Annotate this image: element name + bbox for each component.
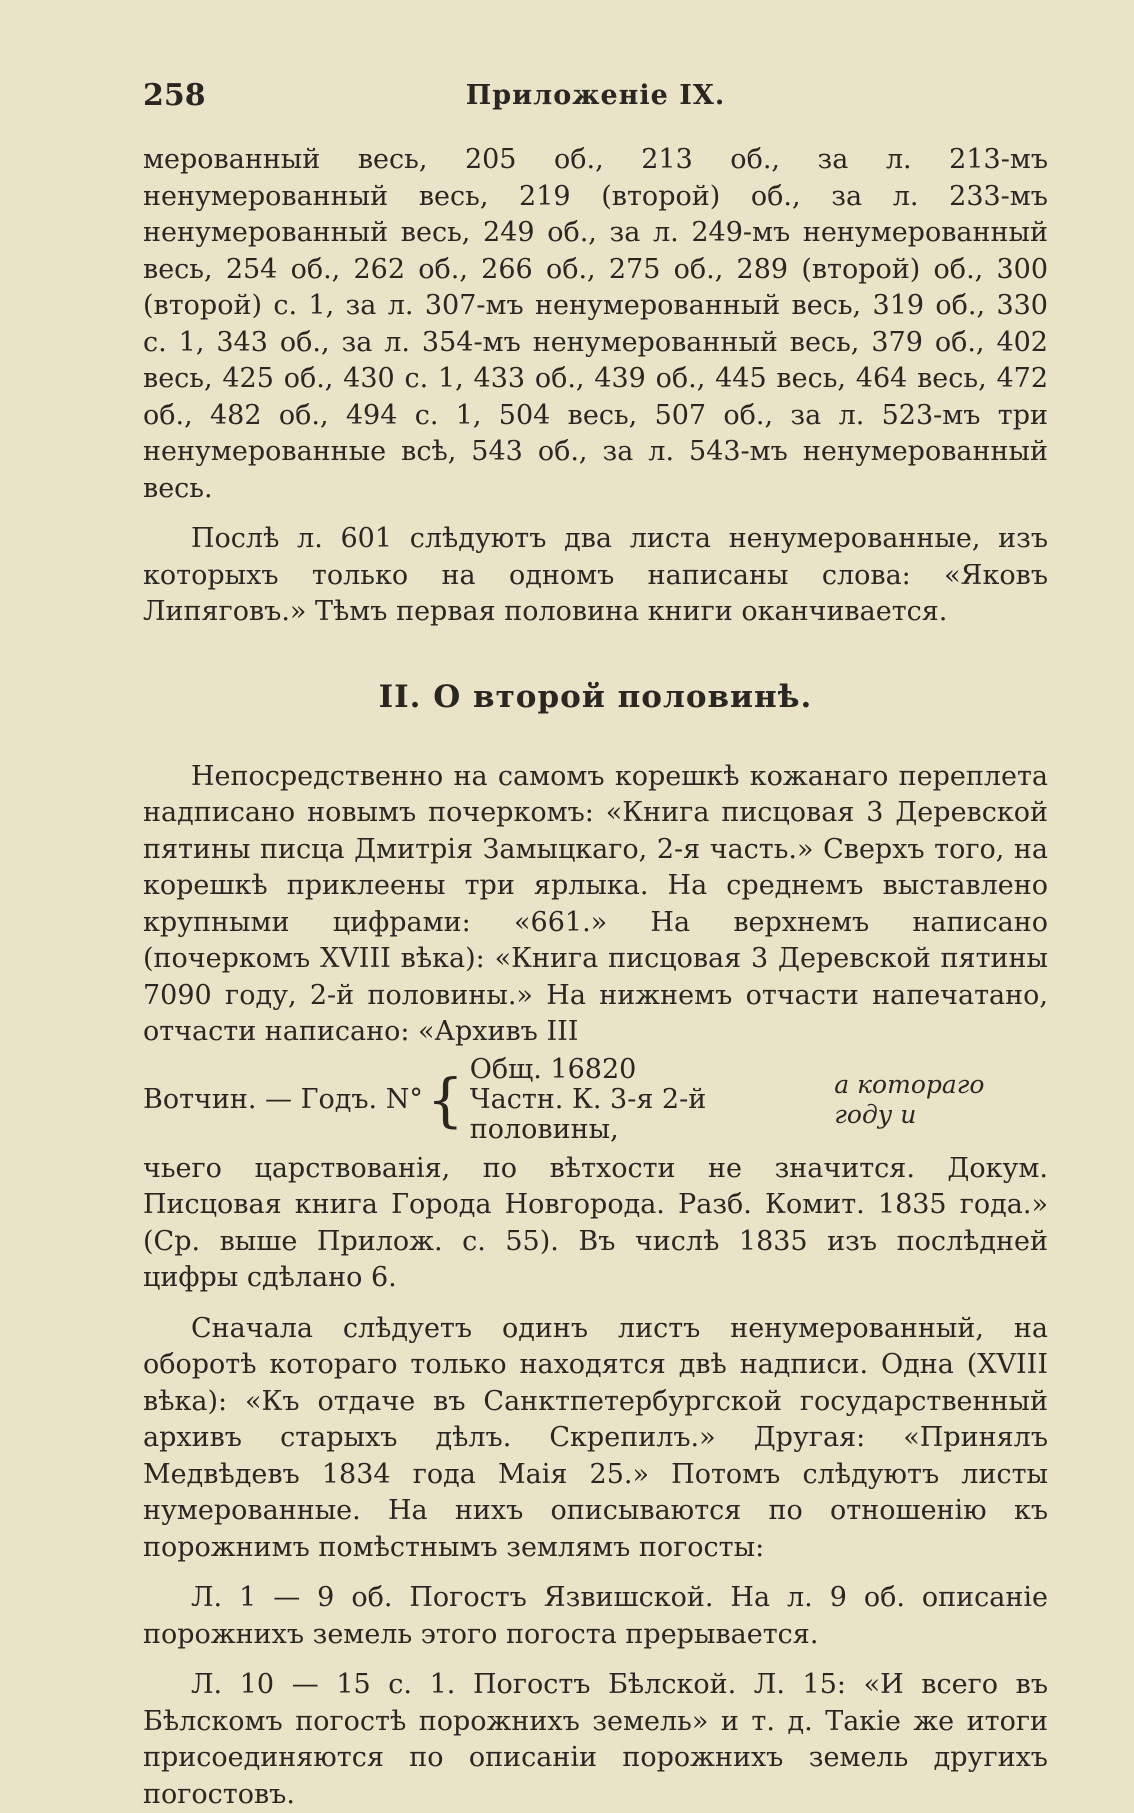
paragraph-leaf-1-9: Л. 1 — 9 об. Погостъ Язвишской. На л. 9 об. описаніе порожнихъ земель этого погоста прерывается. [143,1582,1048,1650]
running-title: Приложеніе IX. [465,80,726,111]
paragraph-gap [143,1653,1048,1667]
page-body [143,142,1048,1813]
paragraph-gap [143,1566,1048,1580]
label-left-text: Вотчин. — Годъ. N° [143,1083,423,1115]
paragraph-spine-description: Непосредственно на самомъ корешкѣ кожанаго переплета надписано новымъ почеркомъ: «Книга писцовая 3 Деревской пятины писца Дмитрія Замыцкаго, 2-я часть.» Сверхъ того, на корешкѣ приклеены три ярлыка. На среднемъ выставлено крупными цифрами: «661.» На верхнемъ написано (почеркомъ XVIII вѣка): «Книга писцовая 3 Деревской пятины 7090 году, 2-й половины.» На нижнемъ отчасти напечатано, отчасти написано: «Архивъ III [143,760,1048,1047]
section-heading: II. О второй половинѣ. [378,678,813,715]
curly-brace-icon: { [426,1065,464,1134]
page-header [143,78,1048,118]
label-line-general: Общ. 16820 [469,1053,637,1085]
paragraph-after-601: Послѣ л. 601 слѣдуютъ два листа ненумерованные, изъ которыхъ только на одномъ написаны слова: «Яковъ Липяговъ.» Тѣмъ первая половина книги оканчивается. [143,523,1048,627]
paragraph-first-leaf: Сначала слѣдуетъ одинъ листъ ненумерованный, на оборотѣ котораго только находятся двѣ надписи. Одна (XVIII вѣка): «Къ отдаче въ Санктпетербургской государственный архивъ старыхъ дѣлъ. Скрепилъ.» Другая: «Принялъ Медвѣдевъ 1834 года Маія 25.» Потомъ слѣдуютъ листы нумерованные. На нихъ описываются по отношенію къ порожнимъ помѣстнымъ землямъ погосты: [143,1312,1048,1563]
paragraph-leaf-10-15: Л. 10 — 15 с. 1. Погостъ Бѣлской. Л. 15: «И всего въ Бѣлскомъ погостѣ порожнихъ земель» и т. д. Такіе же итоги присоединяются по описаніи порожнихъ земель другихъ погостовъ. [143,1669,1048,1810]
label-right-text: а котораго году и [834,1069,985,1129]
page-number: 258 [143,78,206,113]
label-lines [470,1055,821,1145]
paragraph-gap [143,507,1048,521]
paragraph-gap [143,1297,1048,1311]
paragraph-continued: мерованный весь, 205 об., 213 об., за л. 213-мъ ненумерованный весь, 219 (второй) об., за л. 233-мъ ненумерованный весь, 249 об., за л. 249-мъ ненумерованный весь, 254 об., 262 об., 266 об., 275 об., 289 (второй) об., 300 (второй) с. 1, за л. 307-мъ ненумерованный весь, 319 об., 330 с. 1, 343 об., за л. 354-мъ ненумерованный весь, 379 об., 402 весь, 425 об., 430 с. 1, 433 об., 439 об., 445 весь, 464 весь, 472 об., 482 об., 494 с. 1, 504 весь, 507 об., за л. 523-мъ три ненумерованные всѣ, 543 об., за л. 543-мъ ненумерованный весь. [143,144,1048,504]
label-inscription [143,1055,1048,1145]
label-line-private: Частн. К. 3-я 2-й половины, [469,1083,707,1145]
paragraph-spine-continued: чьего царствованія, по вѣтхости не значится. Докум. Писцовая книга Города Новгорода. Разб. Комит. 1835 года.» (Ср. выше Прилож. с. 55). Въ числѣ 1835 изъ послѣдней цифры сдѣлано 6. [143,1152,1048,1293]
